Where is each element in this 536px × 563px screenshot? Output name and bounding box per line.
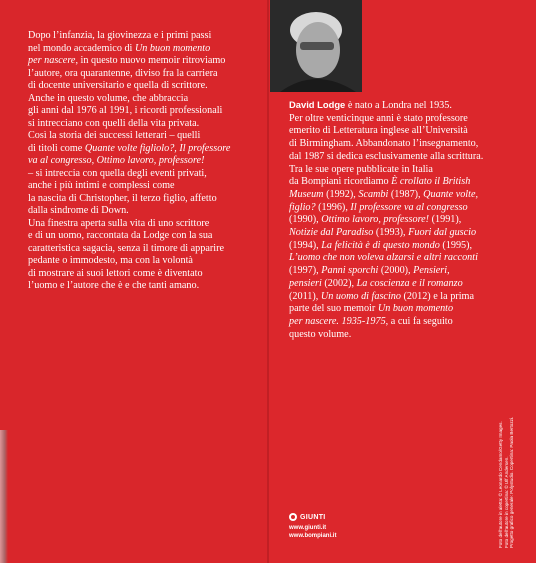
author-name: David Lodge: [289, 99, 346, 110]
cover-photo-edge: [0, 430, 8, 563]
bio-line: parte del suo memoir Un buon momento: [289, 303, 454, 315]
synopsis-line: e di un uomo, raccontata da Lodge con la sua: [28, 230, 213, 241]
synopsis-line: Dopo l’infanzia, la giovinezza e i primi passi: [28, 30, 212, 41]
bio-line: (1994), La felicità è di questo mondo (1995),: [289, 239, 473, 251]
synopsis-line: di mostrare ai suoi lettori come è diventato: [28, 267, 203, 279]
publisher-website: www.giunti.it: [289, 525, 327, 531]
credit-line: Foto dell’autore in aletta: © Leonardo Cendamo/Getty Images.: [498, 421, 503, 548]
bio-line: David Lodge è nato a Londra nel 1935.: [289, 99, 452, 111]
credit-line: Progetto grafico generale: Polystudio. Copertina: Paola Bertozzi.: [509, 416, 515, 548]
bio-line: pensieri (2002), La coscienza e il romanzo: [289, 277, 463, 289]
bio-line: Notizie dal Paradiso (1993), Fuori dal guscio: [289, 227, 477, 239]
synopsis-line: Così la storia dei successi letterari – quelli: [28, 130, 201, 141]
publisher-logo: [289, 513, 336, 521]
credit-line: Foto dell’autore in copertina: © Ulf Andersen.: [503, 456, 509, 548]
synopsis-line: – si intreccia con quella degli eventi privati,: [28, 167, 207, 179]
giunti-logo-icon: [289, 513, 297, 521]
synopsis-line: dalla sindrome di Down.: [28, 205, 129, 216]
bio-line: (1997), Panni sporchi (2000), Pensieri,: [289, 265, 450, 277]
author-portrait: [270, 0, 362, 92]
bio-line: per nascere. 1935-1975, a cui fa seguito: [289, 315, 453, 327]
synopsis-line: caratteristica sagacia, senza il timore di apparire: [28, 242, 225, 254]
bio-line: questo volume.: [289, 328, 352, 340]
publisher-website: www.bompiani.it: [289, 533, 337, 539]
bio-line: Museum (1992), Scambi (1987), Quante volte,: [289, 188, 479, 200]
publisher-block: [289, 513, 336, 540]
book-title: va al congresso, Ottimo lavoro, professore!: [28, 155, 205, 166]
synopsis-line: si intrecciano con quelli della vita privata.: [28, 117, 200, 129]
synopsis-line: nel mondo accademico di Un buon momento: [28, 42, 211, 54]
synopsis-line: Anche in questo volume, che abbraccia: [28, 92, 189, 104]
bio-line: Tra le sue opere pubblicate in Italia: [289, 163, 433, 175]
bio-line: (1990), Ottimo lavoro, professore! (1991),: [289, 214, 462, 226]
synopsis-line: la nascita di Christopher, il terzo figlio, affetto: [28, 192, 217, 204]
photo-credits: [498, 358, 515, 548]
book-title: per nascere: [28, 55, 76, 66]
bio-line: da Bompiani ricordiamo È crollato il British: [289, 176, 471, 188]
book-title: Un buon momento: [134, 42, 211, 54]
bio-line: (2011), Un uomo di fascino (2012) e la prima: [289, 290, 474, 302]
synopsis-text: [28, 30, 268, 293]
bio-line: L’uomo che non voleva alzarsi e altri racconti: [289, 252, 478, 264]
synopsis-line: l’uomo e l’autore che è e che tanti amano.: [28, 280, 200, 291]
bio-line: di Birmingham. Abbandonato l’insegnamento,: [289, 138, 479, 150]
synopsis-line: di docente universitario e quella di scrittore.: [28, 80, 208, 91]
bio-line: dal 1987 si dedica esclusivamente alla scrittura.: [289, 150, 484, 162]
synopsis-line: di titoli come Quante volte figliolo?, Il professore: [28, 142, 231, 154]
synopsis-line: anche i più intimi e complessi come: [28, 180, 175, 191]
bio-line: emerito di Letteratura inglese all’Università: [289, 125, 468, 137]
synopsis-line: l’autore, ora quarantenne, diviso fra la carriera: [28, 67, 218, 79]
publisher-logo-text: GIUNTI: [300, 513, 326, 521]
book-title: Quante volte figliolo?, Il professore: [84, 142, 231, 154]
synopsis-line: pedante o immodesto, ma con la volontà: [28, 255, 193, 266]
synopsis-line: per nascere, in questo nuovo memoir ritroviamo: [28, 55, 226, 66]
bio-line: Per oltre venticinque anni è stato professore: [289, 112, 468, 124]
author-bio: [289, 99, 514, 341]
synopsis-line: [28, 155, 268, 168]
bio-line: figlio? (1996), Il professore va al congresso: [289, 201, 468, 213]
synopsis-line: gli anni dal 1976 al 1991, i ricordi professionali: [28, 105, 223, 116]
synopsis-line: Una finestra aperta sulla vita di uno scrittore: [28, 217, 210, 229]
author-portrait-image: [270, 0, 362, 92]
